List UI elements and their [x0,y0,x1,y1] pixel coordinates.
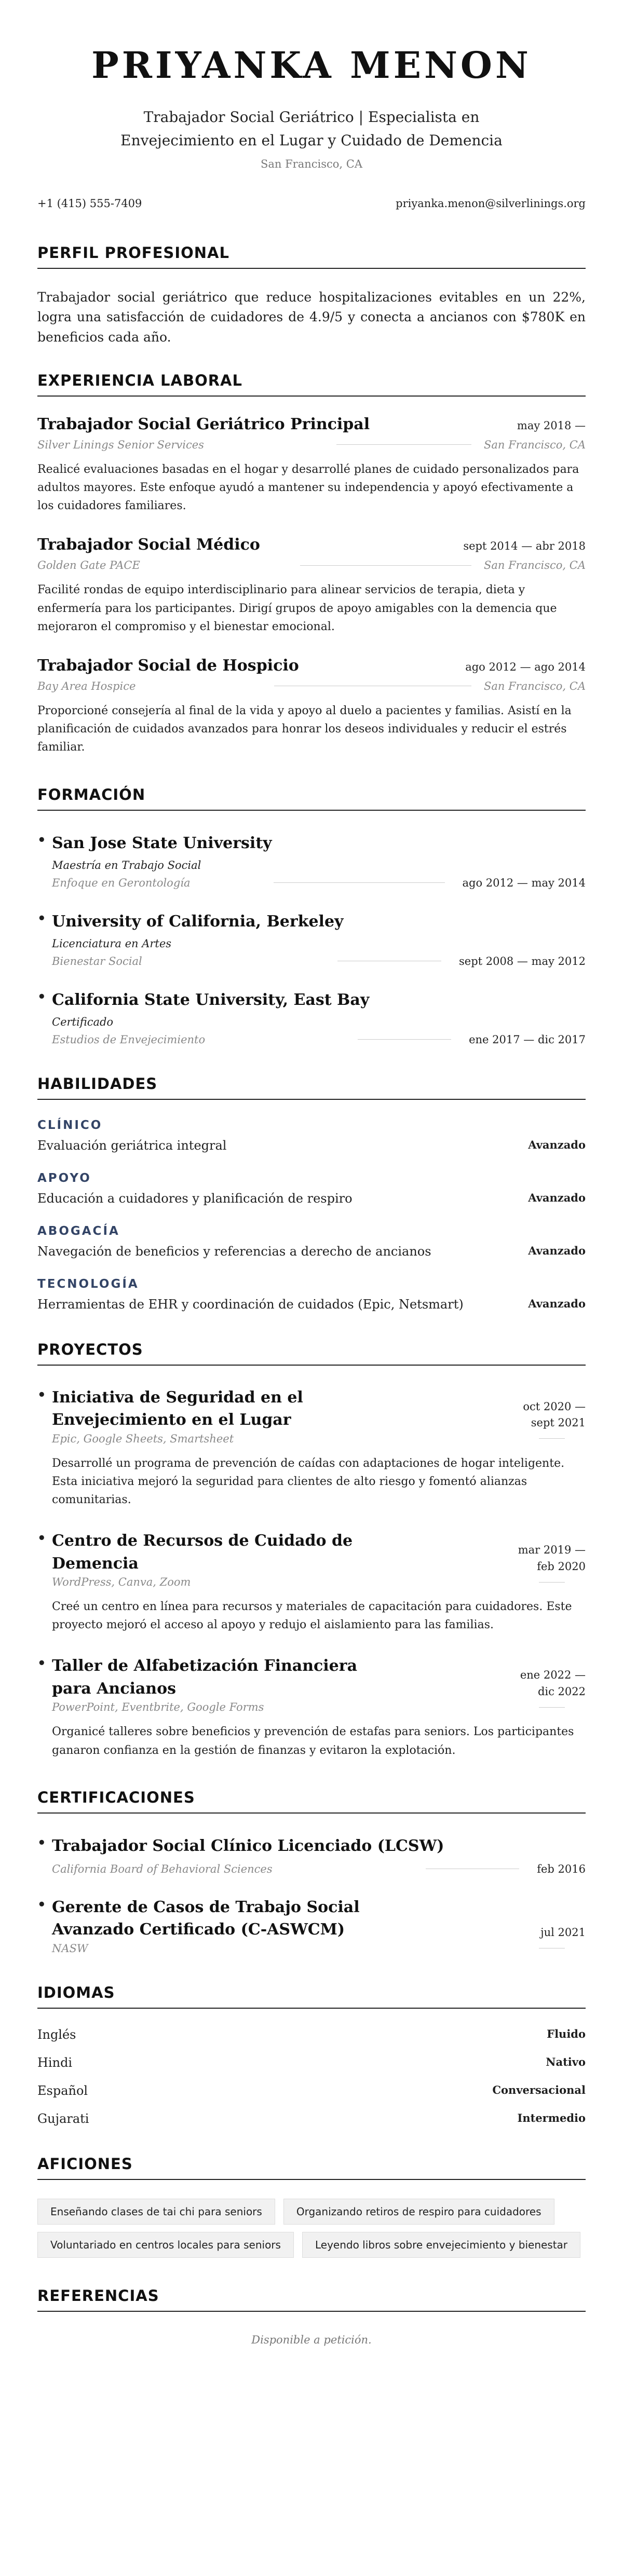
hobby-chip: Voluntariado en centros locales para seniors [37,2232,294,2258]
job-title: Trabajador Social de Hospicio [37,656,299,675]
skill-category: CLÍNICO [37,1118,103,1132]
project-dates: oct 2020 — sept 2021 [523,1400,586,1429]
divider-line [539,1582,565,1583]
job-description: Facilité rondas de equipo interdisciplinario para alinear servicios de terapia, dieta y enfermería para los participantes. Dirigí grupos de apoyo amigables con la demencia que mejoraron el compromiso y el bienestar emocional. [37,583,557,633]
school-name: San Jose State University [52,834,272,852]
languages-section [37,1984,586,2126]
divider-line [274,882,445,883]
skill-category: TECNOLOGÍA [37,1277,139,1291]
job-company: Golden Gate PACE [37,559,140,572]
project-dates: ene 2022 — dic 2022 [520,1669,586,1698]
school-name: University of California, Berkeley [52,912,344,931]
skill-level: Avanzado [528,1191,586,1204]
languages-heading: IDIOMAS [37,1984,586,2009]
skill-group [37,1119,586,1153]
job-entry [37,415,586,515]
divider-line [300,565,471,566]
skill-name: Navegación de beneficios y referencias a derecho de ancianos [37,1244,431,1259]
certification-date: jul 2021 [540,1926,586,1939]
project-tools: PowerPoint, Eventbrite, Google Forms [52,1701,264,1714]
degree: Maestría en Trabajo Social [52,858,201,871]
education-entry [37,988,586,1046]
bullet-icon: • [37,832,46,848]
divider-line [539,1438,565,1439]
projects-section [37,1341,586,1760]
education-dates: ene 2017 — dic 2017 [469,1033,586,1046]
skill-level: Avanzado [528,1138,586,1151]
education-entry [37,832,586,889]
profile-section [37,244,586,348]
education-heading: FORMACIÓN [37,786,586,811]
bullet-icon: • [37,910,46,926]
project-tools: WordPress, Canva, Zoom [52,1576,191,1589]
project-description: Creé un centro en línea para recursos y materiales de capacitación para cuidadores. Este proyecto mejoró el acceso al apoyo y redujo el aislamiento para las familias. [52,1600,572,1632]
language-level: Fluido [547,2027,586,2040]
skill-group [37,1171,586,1206]
job-title: Trabajador Social Geriátrico Principal [37,415,370,433]
job-location: San Francisco, CA [483,679,586,692]
project-description: Desarrollé un programa de prevención de caídas con adaptaciones de hogar inteligente. Esta iniciativa mejoró la seguridad para clientes de alto riesgo y fomentó alianzas comunitarias. [52,1456,565,1506]
profile-summary: Trabajador social geriátrico que reduce hospitalizaciones evitables en un 22%, logra una satisfacción de cuidadores de 4.9/5 y conecta a ancianos con $780K en beneficios cada año. [37,289,586,345]
email-address[interactable]: priyanka.menon@silverlinings.org [396,197,586,210]
job-description: Realicé evaluaciones basadas en el hogar y desarrollé planes de cuidado personalizados para adultos mayores. Este enfoque ayudó a mantener su independencia y apoyó efectivamente a los cuidadores familiares. [37,462,579,513]
language-row [37,2055,586,2070]
skill-name: Educación a cuidadores y planificación de respiro [37,1191,353,1206]
language-name: Gujarati [37,2111,89,2126]
certification-name: Gerente de Casos de Trabajo Social Avanzado Certificado (C-ASWCM) [52,1898,360,1939]
job-dates: sept 2014 — abr 2018 [463,540,586,553]
phone-number: +1 (415) 555-7409 [37,197,142,210]
language-name: Hindi [37,2055,73,2070]
bullet-icon: • [37,1531,46,1547]
candidate-name: PRIYANKA MENON [91,44,532,87]
language-level: Conversacional [492,2083,586,2096]
skill-group [37,1224,586,1259]
contact-row [37,197,586,210]
hobby-chips [37,2199,586,2258]
skills-section [37,1075,586,1312]
job-location: San Francisco, CA [483,559,586,572]
skill-level: Avanzado [528,1244,586,1257]
divider-line [336,444,471,445]
education-entry [37,910,586,967]
field-of-study: Bienestar Social [52,955,142,967]
profile-heading: PERFIL PROFESIONAL [37,244,586,269]
hobby-chip: Leyendo libros sobre envejecimiento y bienestar [302,2232,580,2258]
certification-entry [37,1896,586,1955]
project-entry [37,1386,586,1509]
certification-issuer: California Board of Behavioral Sciences [52,1862,273,1875]
project-name: Centro de Recursos de Cuidado de Demencia [52,1532,353,1573]
skills-heading: HABILIDADES [37,1075,586,1100]
job-title: Trabajador Social Médico [37,536,260,554]
divider-line [539,1707,565,1708]
project-dates: mar 2019 — feb 2020 [518,1544,586,1573]
job-entry [37,657,586,757]
education-dates: sept 2008 — may 2012 [459,955,586,967]
hobbies-heading: AFICIONES [37,2155,586,2180]
field-of-study: Estudios de Envejecimiento [52,1033,206,1046]
skill-category: APOYO [37,1171,91,1185]
language-row [37,2027,586,2042]
skill-group [37,1277,586,1312]
language-row [37,2083,586,2098]
job-entry [37,536,586,636]
language-row [37,2111,586,2126]
project-name: Iniciativa de Seguridad en el Envejecimiento en el Lugar [52,1388,303,1429]
language-name: Inglés [37,2027,76,2042]
field-of-study: Enfoque en Gerontología [52,876,191,889]
skill-category: ABOGACÍA [37,1224,120,1238]
school-name: California State University, East Bay [52,990,370,1009]
language-name: Español [37,2083,88,2098]
project-entry [37,1530,586,1634]
certification-entry [37,1834,586,1875]
divider-line [358,1039,451,1040]
certification-name: Trabajador Social Clínico Licenciado (LCSW) [52,1836,444,1855]
education-section [37,786,586,1046]
degree: Certificado [52,1015,114,1028]
project-tools: Epic, Google Sheets, Smartsheet [52,1432,234,1445]
language-level: Intermedio [517,2111,586,2124]
bullet-icon: • [37,1835,46,1851]
project-entry [37,1655,586,1759]
bullet-icon: • [37,1897,46,1913]
project-name: Taller de Alfabetización Financiera para Ancianos [52,1657,358,1698]
hobbies-section [37,2155,586,2258]
language-level: Nativo [546,2055,586,2068]
certifications-heading: CERTIFICACIONES [37,1789,586,1814]
experience-heading: EXPERIENCIA LABORAL [37,372,586,397]
skill-level: Avanzado [528,1297,586,1310]
degree: Licenciatura en Artes [52,937,172,950]
job-company: Bay Area Hospice [37,679,136,692]
bullet-icon: • [37,1656,46,1672]
references-text: Disponible a petición. [251,2333,372,2346]
hobby-chip: Organizando retiros de respiro para cuidadores [283,2199,554,2225]
projects-heading: PROYECTOS [37,1341,586,1366]
bullet-icon: • [37,1387,46,1403]
job-dates: ago 2012 — ago 2014 [465,660,586,673]
skill-name: Evaluación geriátrica integral [37,1138,227,1153]
candidate-location: San Francisco, CA [260,157,362,170]
candidate-tagline: Trabajador Social Geriátrico | Especialista en Envejecimiento en el Lugar y Cuidado de Demencia [120,108,503,149]
project-description: Organicé talleres sobre beneficios y prevención de estafas para seniors. Los participantes ganaron confianza en la gestión de finanzas y evitaron la explotación. [52,1725,574,1757]
hobby-chip: Enseñando clases de tai chi para seniors [37,2199,275,2225]
experience-section [37,372,586,757]
job-company: Silver Linings Senior Services [37,438,204,451]
education-dates: ago 2012 — may 2014 [462,876,586,889]
skill-name: Herramientas de EHR y coordinación de cuidados (Epic, Netsmart) [37,1297,464,1312]
job-dates: may 2018 — [517,419,586,432]
certifications-section [37,1789,586,1955]
certification-issuer: NASW [52,1942,88,1955]
bullet-icon: • [37,989,46,1005]
job-location: San Francisco, CA [483,438,586,451]
references-section [37,2287,586,2346]
references-heading: REFERENCIAS [37,2287,586,2312]
job-description: Proporcioné consejería al final de la vida y apoyo al duelo a pacientes y familias. Asistí en la planificación de cuidados avanzados para honrar los deseos individuales y reducir el estrés familiar. [37,704,572,754]
certification-date: feb 2016 [537,1862,586,1875]
